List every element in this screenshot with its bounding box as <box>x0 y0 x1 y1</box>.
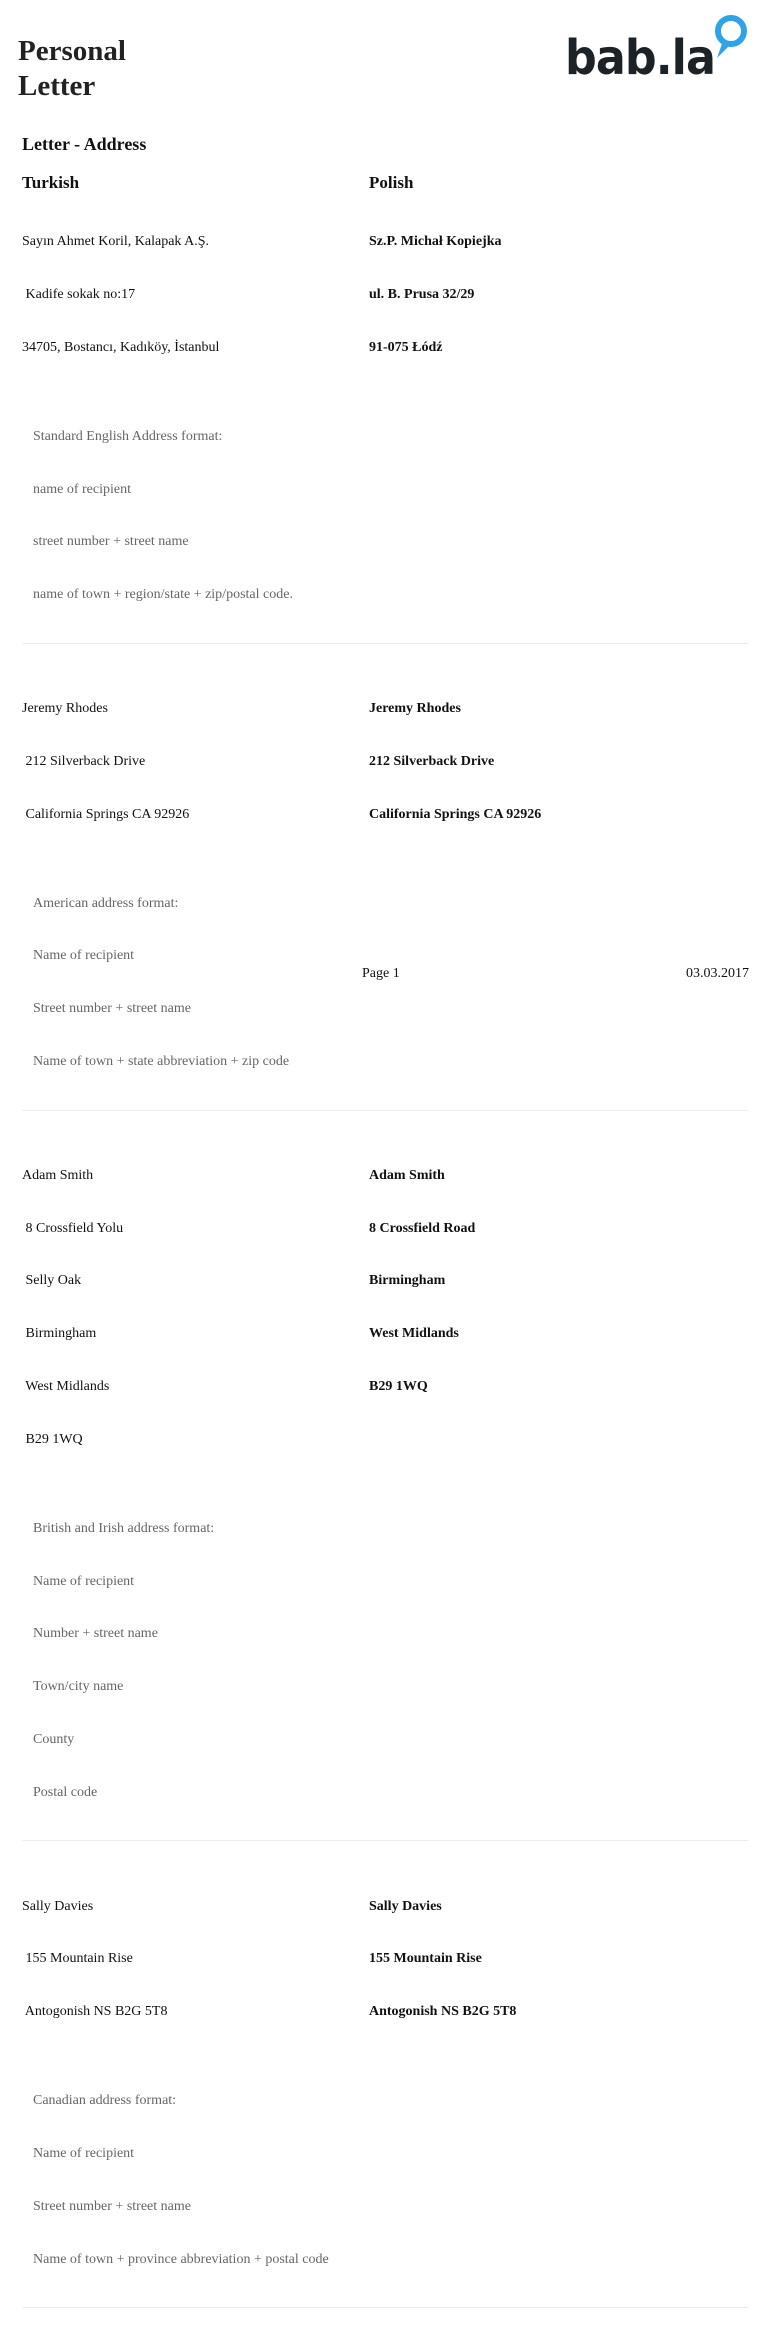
column-heading-target: Polish <box>369 173 414 192</box>
source-address <box>22 1862 369 2056</box>
phrase-pair <box>22 1132 748 1484</box>
source-line: Antogonish NS B2G 5T8 <box>22 2004 168 2020</box>
note-line: Postal code <box>33 1784 98 1800</box>
document-title-line: Letter <box>18 70 96 102</box>
note-line: Name of recipient <box>33 948 135 964</box>
source-line: West Midlands <box>22 1379 110 1394</box>
target-line: Antogonish NS B2G 5T8 <box>369 2004 517 2020</box>
source-line: B29 1WQ <box>22 1431 83 1447</box>
address-entry <box>22 198 748 644</box>
note-line: Name of recipient <box>33 1573 135 1589</box>
source-line: Jeremy Rhodes <box>22 701 108 717</box>
speech-bubble-icon <box>717 18 744 58</box>
address-entry <box>22 1862 748 2308</box>
note-line: American address format: <box>33 895 179 911</box>
note-line: Street number + street name <box>33 2198 191 2214</box>
target-line: West Midlands <box>369 1326 459 1342</box>
source-line: Selly Oak <box>22 1273 82 1289</box>
note-line: Standard English Address format: <box>33 428 223 444</box>
target-line: Jeremy Rhodes <box>369 701 461 717</box>
format-note <box>33 859 748 1105</box>
document-title-line: Personal <box>18 35 126 67</box>
format-note <box>33 2057 748 2303</box>
note-line: street number + street name <box>33 534 189 550</box>
target-address <box>369 1132 748 1484</box>
note-line: Street number + street name <box>33 1001 191 1017</box>
note-line: British and Irish address format: <box>33 1520 215 1536</box>
source-line: Kadife sokak no:17 <box>22 286 136 302</box>
source-line: 155 Mountain Rise <box>22 1951 133 1967</box>
source-address <box>22 1132 369 1484</box>
target-line: B29 1WQ <box>369 1379 428 1394</box>
note-line: Canadian address format: <box>33 2093 177 2109</box>
target-address <box>369 198 748 392</box>
note-line: Name of town + state abbreviation + zip code <box>33 1053 290 1069</box>
source-line: Sayın Ahmet Koril, Kalapak A.Ş. <box>22 234 210 250</box>
target-address <box>369 665 748 859</box>
format-note <box>33 393 748 639</box>
target-line: 155 Mountain Rise <box>369 1951 482 1967</box>
phrase-pair <box>22 198 748 392</box>
note-line: name of town + region/state + zip/postal code. <box>33 587 293 603</box>
target-line: Adam Smith <box>369 1167 445 1183</box>
target-line: 91-075 Łódź <box>369 339 443 355</box>
source-line: California Springs CA 92926 <box>22 806 190 822</box>
target-line: California Springs CA 92926 <box>369 806 542 822</box>
source-address <box>22 665 369 859</box>
address-entry <box>22 665 748 1111</box>
format-note <box>33 1485 748 1837</box>
target-line: Sz.P. Michał Kopiejka <box>369 234 502 250</box>
note-line: Name of recipient <box>33 2145 135 2161</box>
section-title: Letter - Address <box>22 134 147 154</box>
target-line: 212 Silverback Drive <box>369 753 495 769</box>
target-address <box>369 1862 748 2056</box>
target-line: Birmingham <box>369 1273 446 1289</box>
source-address <box>22 198 369 392</box>
source-line: Birmingham <box>22 1326 97 1342</box>
address-entry <box>22 1132 748 1842</box>
target-line: 8 Crossfield Road <box>369 1220 476 1236</box>
babla-logo <box>565 14 751 86</box>
source-line: 212 Silverback Drive <box>22 753 146 769</box>
note-line: name of recipient <box>33 481 131 497</box>
note-line: County <box>33 1731 75 1747</box>
page-number: Page 1 <box>362 966 400 981</box>
source-line: Adam Smith <box>22 1167 94 1183</box>
document-date: 03.03.2017 <box>686 966 749 981</box>
address-entries <box>0 198 768 2329</box>
phrase-pair <box>22 665 748 859</box>
document-title <box>18 34 126 104</box>
logo-text: bab.la <box>565 30 715 86</box>
phrase-pair <box>22 1862 748 2056</box>
note-line: Number + street name <box>33 1626 158 1642</box>
column-heading-source: Turkish <box>22 173 80 192</box>
target-line: ul. B. Prusa 32/29 <box>369 286 475 302</box>
note-line: Town/city name <box>33 1679 124 1695</box>
source-line: Sally Davies <box>22 1898 94 1914</box>
note-line: Name of town + province abbreviation + postal code <box>33 2251 329 2267</box>
source-line: 34705, Bostancı, Kadıköy, İstanbul <box>22 339 220 355</box>
source-line: 8 Crossfield Yolu <box>22 1220 124 1236</box>
target-line: Sally Davies <box>369 1898 442 1914</box>
